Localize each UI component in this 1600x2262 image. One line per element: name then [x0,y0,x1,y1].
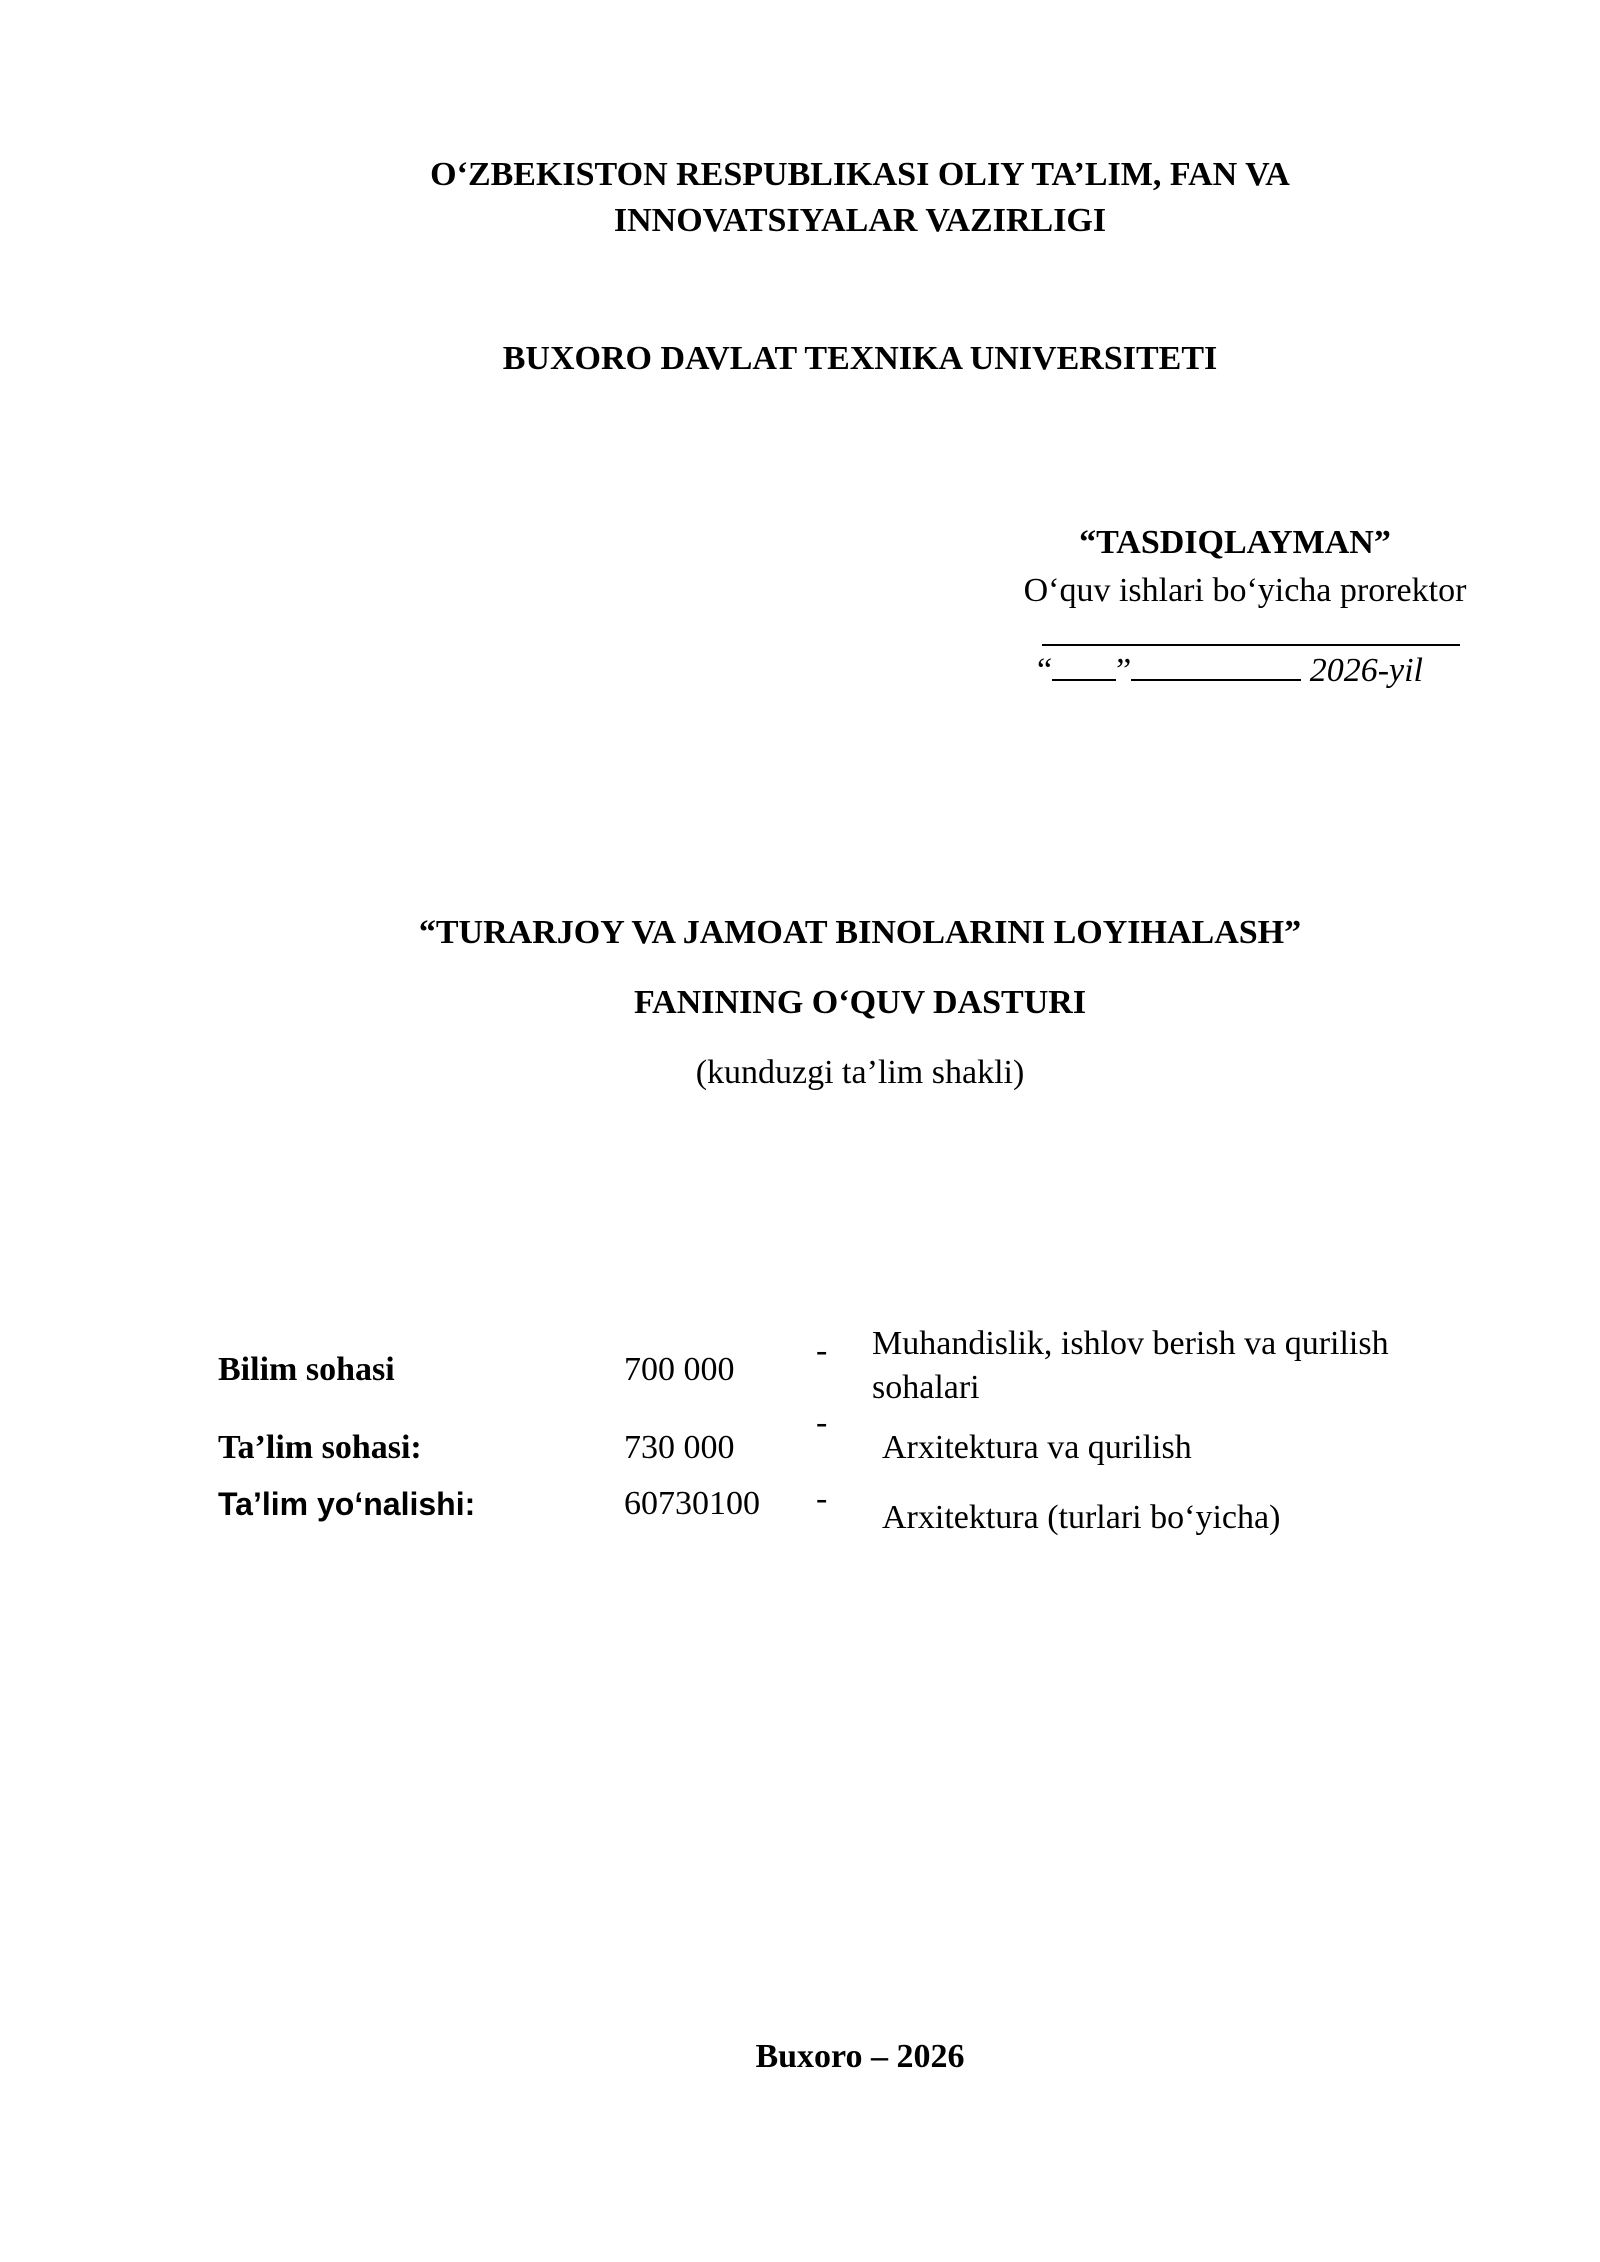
row-description: Muhandislik, ishlov berish va qurilish sohalari [872,1325,1389,1406]
day-blank [1052,649,1116,681]
month-blank [1131,649,1301,681]
signature-line [1042,644,1460,646]
approval-block [990,520,1490,694]
row-description: Arxitektura (turlari bo‘yicha) [882,1499,1281,1536]
ministry-name-line2: INNOVATSIYALAR VAZIRLIGI [613,202,1107,239]
row-code: 60730100 [624,1485,760,1522]
approval-title: “TASDIQLAYMAN” [1079,524,1391,561]
approval-role: O‘quv ishlari bo‘yicha prorektor [1023,572,1467,609]
ministry-name-line1: O‘ZBEKISTON RESPUBLIKASI OLIY TA’LIM, FAN VA [430,156,1290,193]
row-label: Bilim sohasi [218,1351,395,1388]
table-row [218,1460,1418,1536]
row-code: 730 000 [624,1429,735,1466]
row-dash: - [816,1332,828,1369]
place-and-year: Buxoro – 2026 [755,2038,965,2075]
subject-title: “TURARJOY VA JAMOAT BINOLARINI LOYIHALASH” [418,914,1302,951]
row-dash: - [816,1404,828,1441]
row-code: 700 000 [624,1351,735,1388]
table-row [218,1402,1418,1466]
row-description: Arxitektura va qurilish [882,1429,1192,1466]
table-row [218,1322,1418,1406]
row-label: Ta’lim yo‘nalishi: [218,1486,476,1522]
approval-year: 2026-yil [1309,652,1423,689]
row-label: Ta’lim sohasi: [218,1429,422,1466]
subject-subtitle: FANINING O‘QUV DASTURI [633,984,1087,1021]
approval-date-line [970,648,1490,694]
university-name: BUXORO DAVLAT TEXNIKA UNIVERSITETI [502,340,1218,377]
date-close-quote: ” [1116,652,1132,689]
study-form: (kunduzgi ta’lim shakli) [695,1054,1025,1091]
date-open-quote: “ [1037,652,1053,689]
row-dash: - [816,1480,828,1517]
classification-table [218,1322,1418,1536]
